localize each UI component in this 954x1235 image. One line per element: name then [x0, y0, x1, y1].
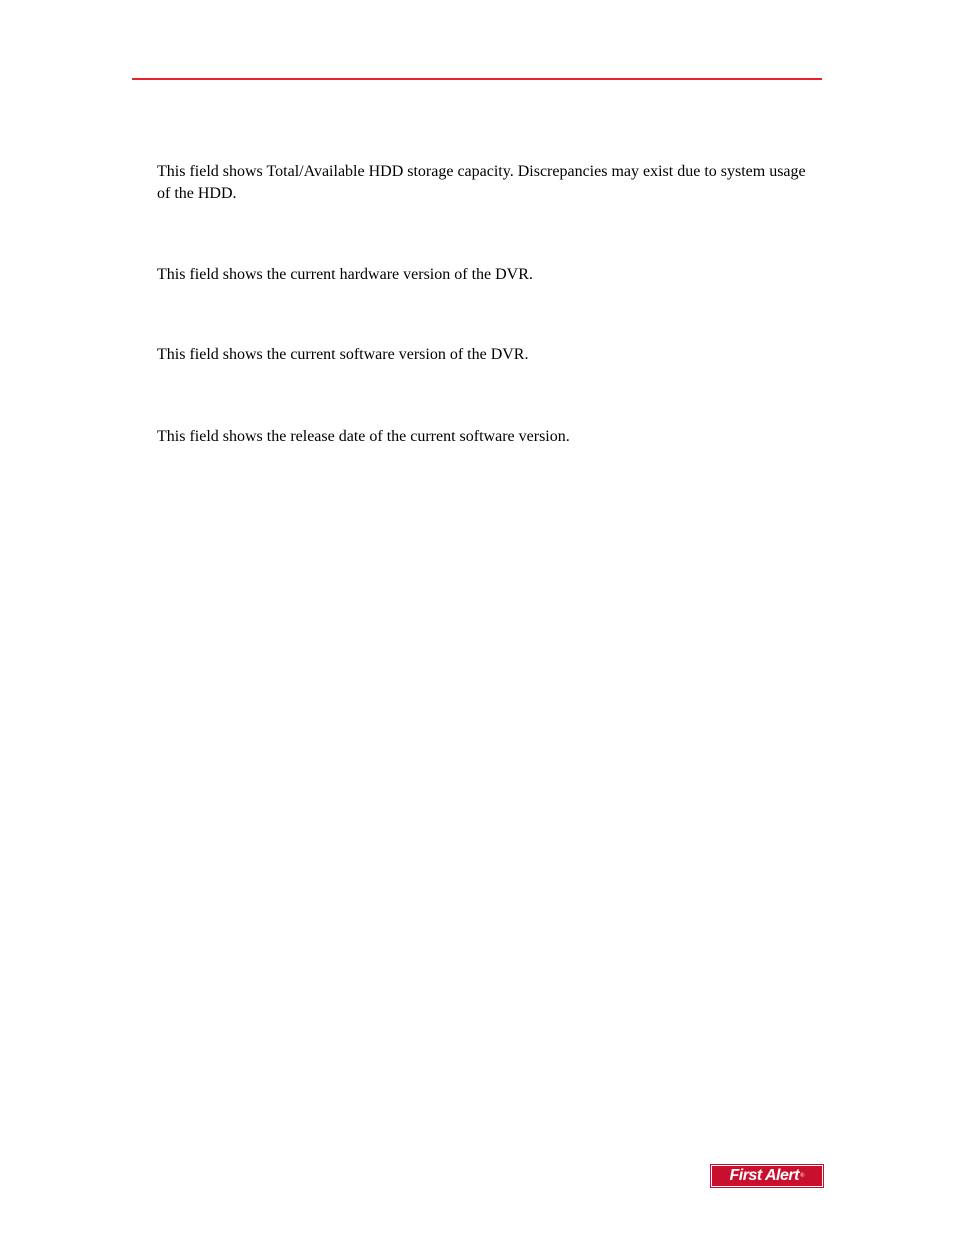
logo-wordmark: First Alert	[729, 1167, 799, 1184]
header-rule	[132, 78, 822, 80]
software-version-description: This field shows the current software version of the DVR.	[157, 346, 529, 363]
first-alert-logo	[711, 1165, 823, 1187]
release-date-description: This field shows the release date of the current software version.	[157, 428, 570, 445]
registered-mark: ®	[799, 1173, 805, 1179]
hdd-capacity-description: This field shows Total/Available HDD storage capacity. Discrepancies may exist due to system usage of the HDD.	[157, 163, 806, 202]
hardware-version-description: This field shows the current hardware version of the DVR.	[157, 266, 533, 283]
